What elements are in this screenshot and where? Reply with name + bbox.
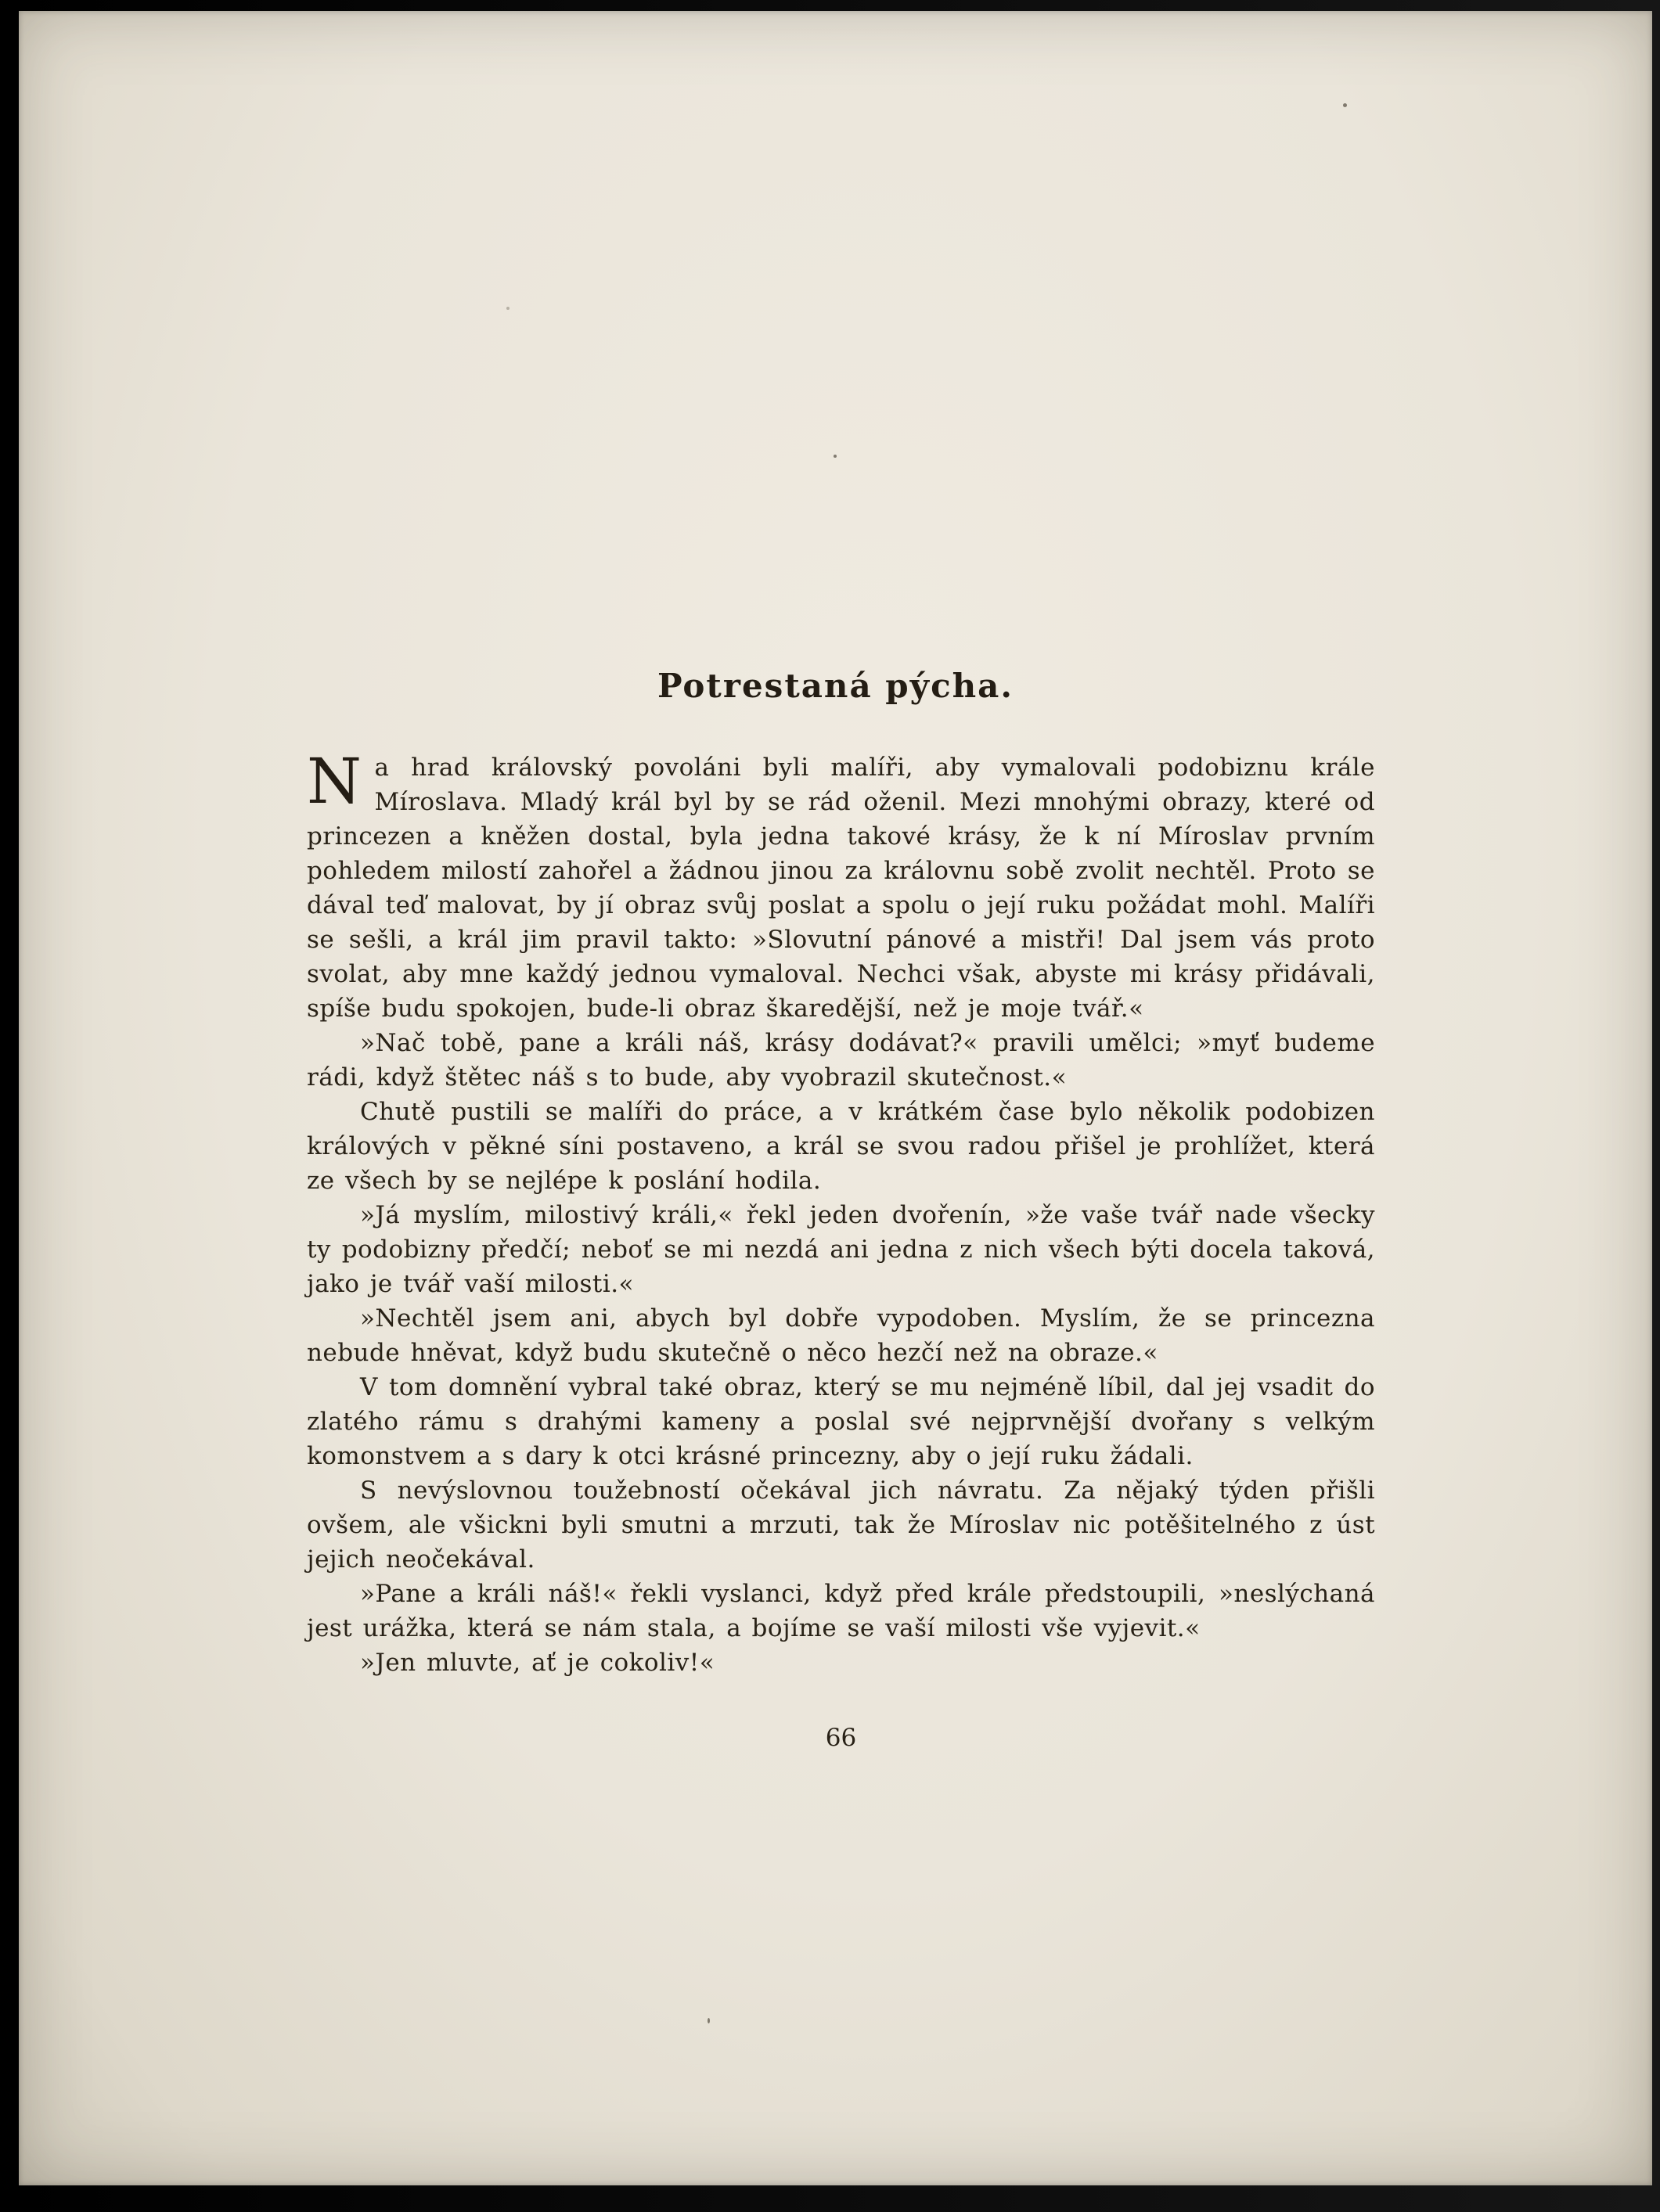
paragraph: V tom domnění vybral také obraz, který se mu nejméně líbil, dal jej vsadit do zlatého rámu s drahými kameny a poslal své nejprvnější dvořany s velkým komonstvem a s dary k otci krásné princezny, aby o její ruku žádali. bbox=[307, 1373, 1375, 1470]
opening-text: a hrad královský povoláni byli malíři, aby vymalovali podobiznu krále Míroslava. Mladý král byl by se rád oženil. Mezi mnohými obrazy, které od princezen a kněžen dostal, byla jedna takové krásy, že k ní Míroslav prvním pohledem milostí zahořel a žádnou jinou za královnu sobě zvolit nechtěl. Proto se dával teď malovat, by jí obraz svůj poslat a spolu o její ruku požádat mohl. Malíři se sešli, a král jim pravil takto: »Slovutní pánové a mistři! Dal jsem vás proto svolat, aby mne každý jednou vymaloval. Nechci však, abyste mi krásy přidávali, spíše budu spokojen, bude-li obraz škaredější, než je moje tvář.« bbox=[307, 754, 1375, 1023]
dust-speck bbox=[1343, 103, 1347, 107]
book-page bbox=[19, 11, 1652, 2185]
dust-speck bbox=[834, 455, 837, 458]
paragraph: S nevýslovnou toužebností očekával jich návratu. Za nějaký týden přišli ovšem, ale všickni byli smutni a mrzuti, tak že Míroslav nic potěšitelného z úst jejich neočekával. bbox=[307, 1476, 1375, 1574]
page-number: 66 bbox=[825, 1724, 857, 1752]
paragraph: »Pane a králi náš!« řekli vyslanci, když před krále předstoupili, »neslýchaná jest urážka, která se nám stala, a bojíme se vaší milosti vše vyjevit.« bbox=[307, 1580, 1375, 1642]
dust-speck bbox=[506, 307, 510, 310]
paragraph: »Nač tobě, pane a králi náš, krásy dodávat?« pravili umělci; »myť budeme rádi, když štětec náš s to bude, aby vyobrazil skutečnost.« bbox=[307, 1029, 1375, 1092]
page-title: Potrestaná pýcha. bbox=[657, 667, 1014, 705]
dust-speck bbox=[708, 2018, 710, 2023]
paragraph: »Jen mluvte, ať je cokoliv!« bbox=[360, 1649, 715, 1677]
drop-cap: N bbox=[307, 745, 362, 818]
content-area bbox=[19, 11, 1652, 1752]
opening-paragraph bbox=[307, 745, 1375, 1026]
text-block bbox=[307, 745, 1375, 1680]
paragraph: »Já myslím, milostivý králi,« řekl jeden dvořenín, »že vaše tvář nade všecky ty podobizny předčí; neboť se mi nezdá ani jedna z nich všech býti docela taková, jako je tvář vaší milosti.« bbox=[307, 1201, 1375, 1298]
paragraph: Chutě pustili se malíři do práce, a v krátkém čase bylo několik podobizen králových v pěkné síni postaveno, a král se svou radou přišel je prohlížet, která ze všech by se nejlépe k poslání hodila. bbox=[307, 1098, 1375, 1195]
paragraph: »Nechtěl jsem ani, abych byl dobře vypodoben. Myslím, že se princezna nebude hněvat, když budu skutečně o něco hezčí než na obraze.« bbox=[307, 1304, 1375, 1367]
